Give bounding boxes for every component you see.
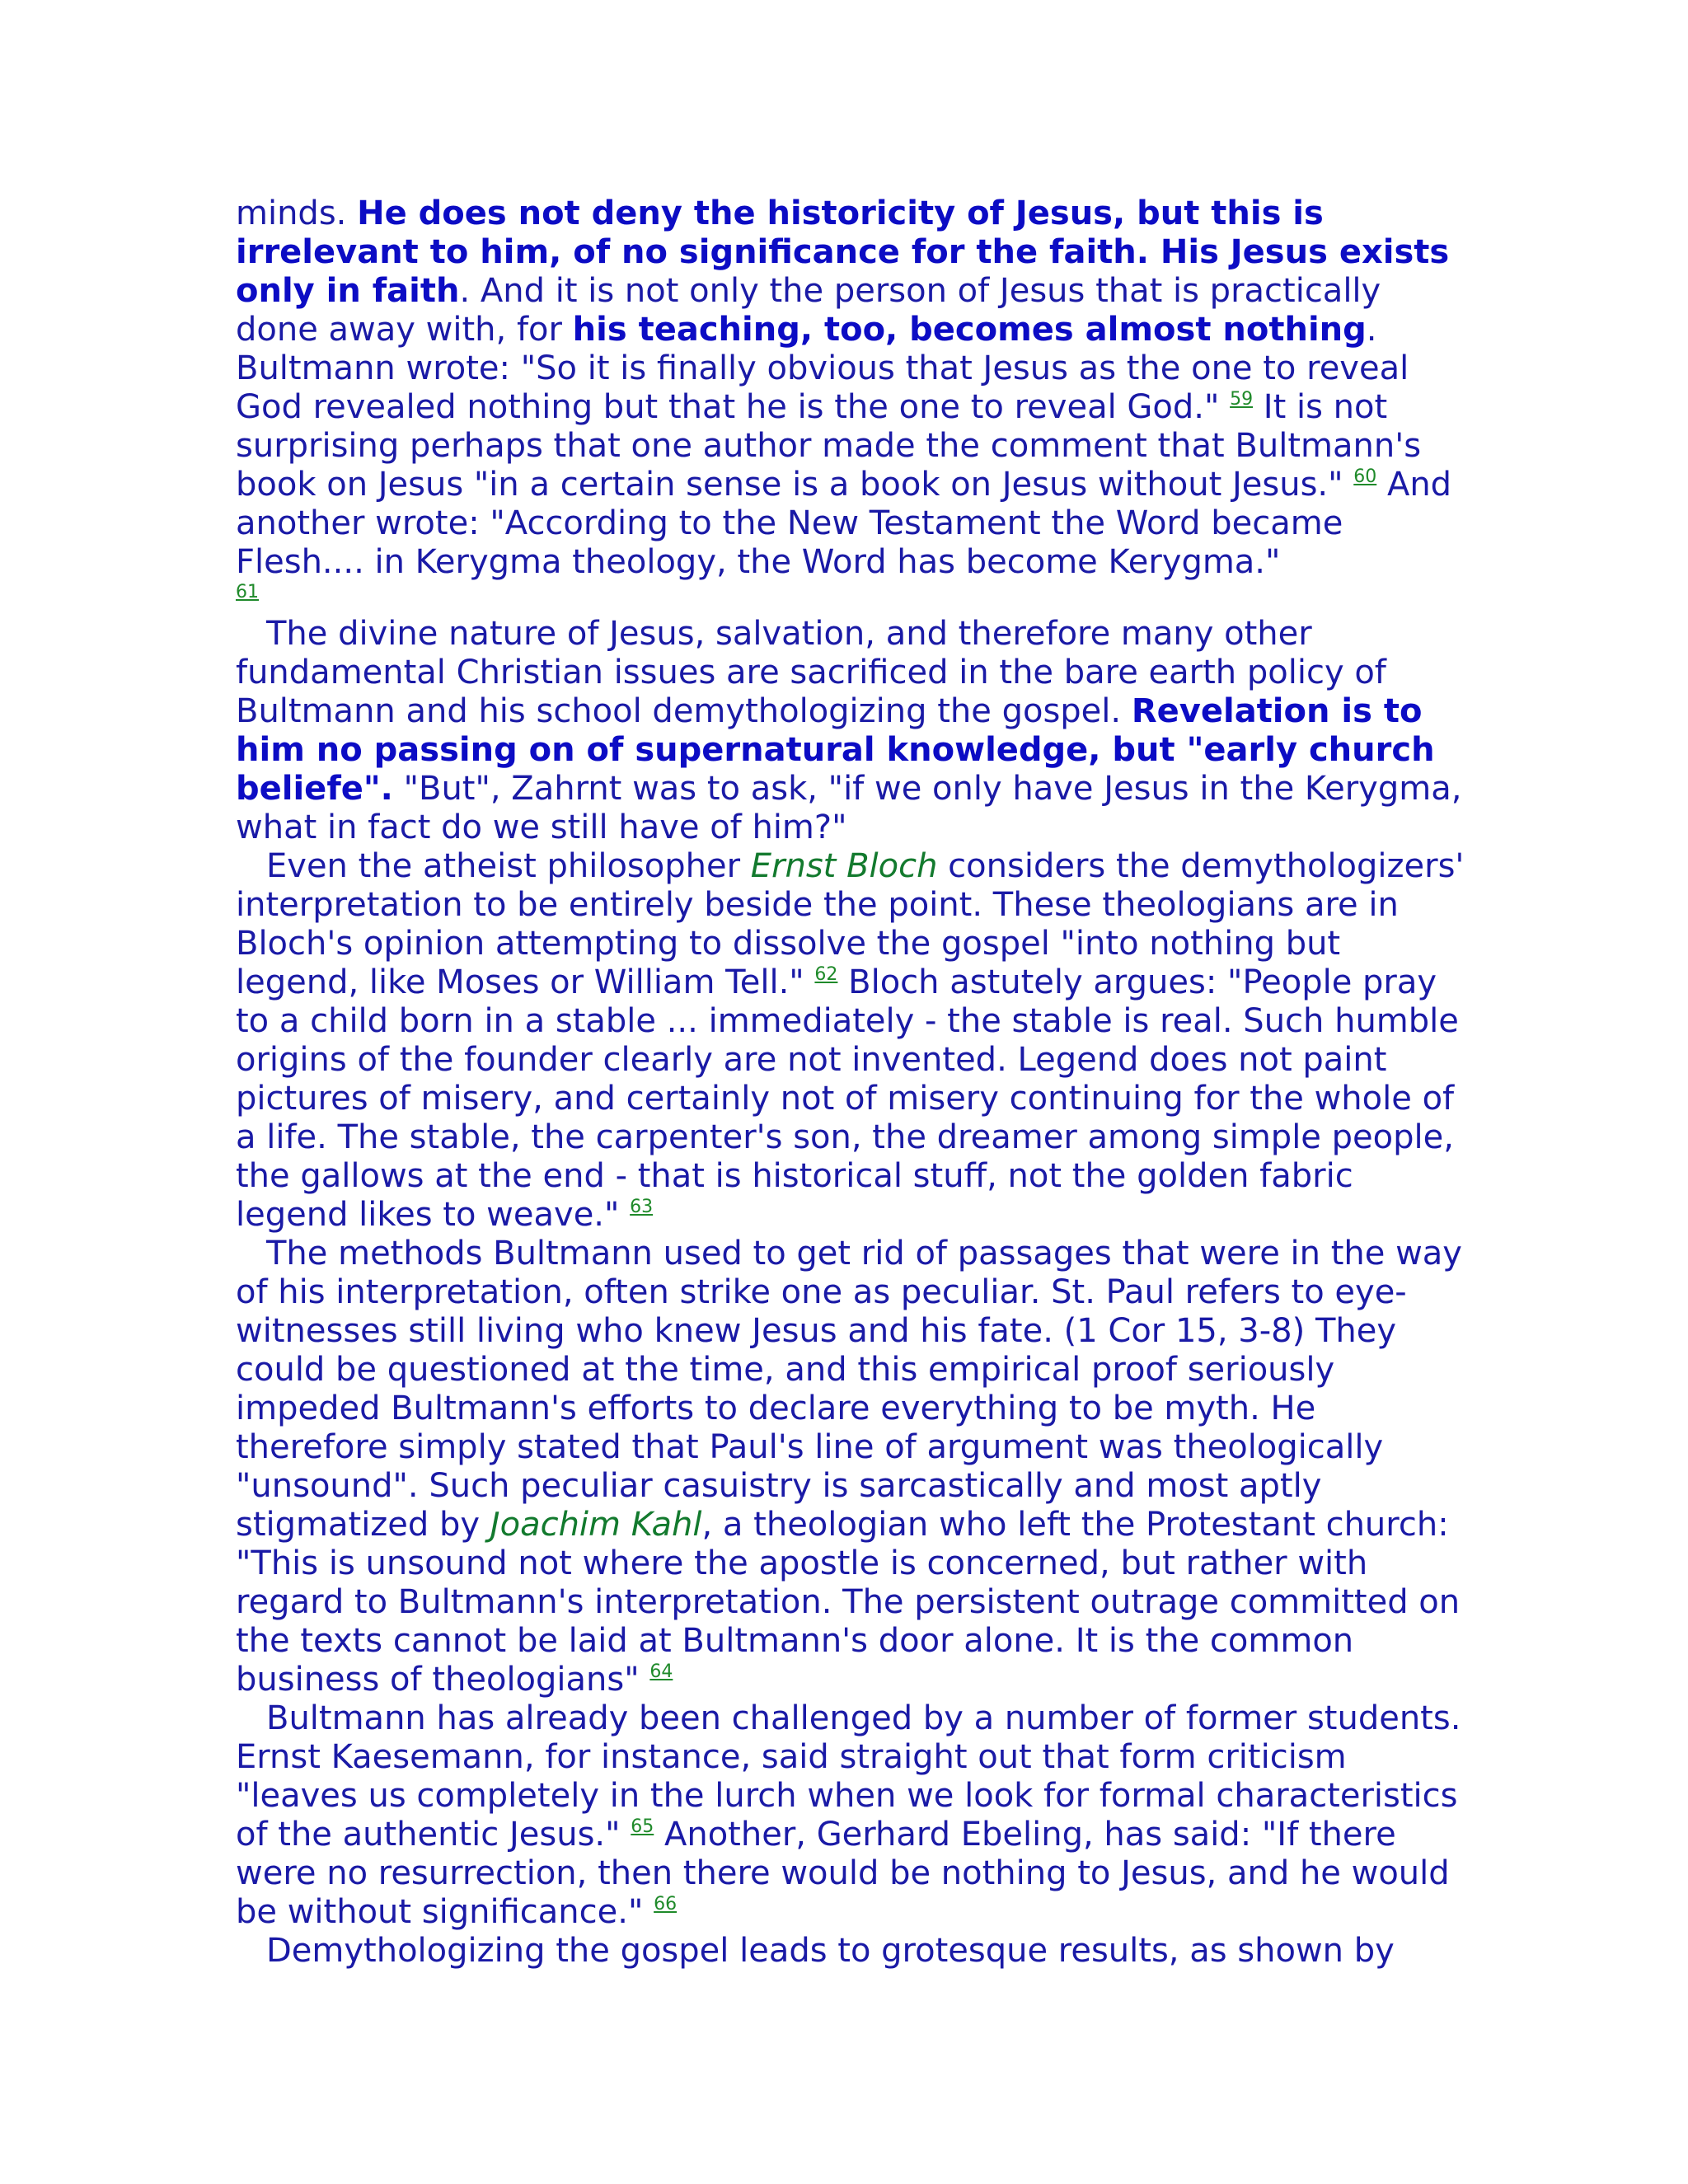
text: , a theologian who left the Protestant church: "This is unsound not where the apostle is concerned, but rather with regard to Bultmann's interpretation. The persistent outrage committed on the texts cannot be laid at Bultmann's door alone. It is the common business of theologians" — [236, 1506, 1461, 1699]
text: . And it is not only the person of Jesus that is practically done away with, for — [236, 272, 1381, 349]
footnote-link-61[interactable]: 61 — [236, 582, 259, 602]
paragraph-2 — [236, 615, 1472, 847]
text: Even the atheist philosopher — [266, 847, 751, 885]
text: The methods Bultmann used to get rid of passages that were in the way of his interpretation, often strike one as peculiar. St. Paul refers to eye-witnesses still living who knew Jesus and his fate. (1 Cor 15, 3-8) They could be questioned at the time, and this empirical proof seriously impeded Bultmann's efforts to declare everything to be myth. He therefore simply stated that Paul's line of argument was theologically "unsound". Such peculiar casuistry is sarcastically and most aptly stigmatized by — [236, 1235, 1462, 1544]
bold-text: He does not deny the historicity of Jesus, but this is irrelevant to him, of no significance for the faith. His Jesus exists only in faith — [236, 194, 1450, 310]
paragraph-5 — [236, 1699, 1472, 1932]
text: Bultmann has already been challenged by a number of former students. Ernst Kaesemann, for instance, said straight out that form criticism "leaves us completely in the lurch when we look for formal characteristics of the authentic Jesus." — [236, 1699, 1461, 1854]
footnote-link-63[interactable]: 63 — [630, 1197, 654, 1217]
paragraph-1 — [236, 194, 1472, 603]
paragraph-3 — [236, 847, 1472, 1235]
person-name: Ernst Bloch — [750, 847, 938, 885]
bold-text: Revelation is to him no passing on of supernatural knowledge, but "early church beliefe". — [236, 692, 1435, 808]
text: considers the demythologizers' interpretation to be entirely beside the point. These theologians are in Bloch's opinion attempting to dissolve the gospel "into nothing but legend, like Moses or William Tell." — [236, 847, 1465, 1001]
bold-text: his teaching, too, becomes almost nothing — [572, 311, 1367, 349]
footnote-link-66[interactable]: 66 — [654, 1894, 678, 1915]
footnote-link-62[interactable]: 62 — [814, 964, 838, 985]
paragraph-4 — [236, 1235, 1472, 1699]
text: It is not surprising perhaps that one author made the comment that Bultmann's book on Jesus "in a certain sense is a book on Jesus without Jesus." — [236, 388, 1422, 504]
footnote-link-64[interactable]: 64 — [649, 1661, 673, 1682]
text: "But", Zahrnt was to ask, "if we only have Jesus in the Kerygma, what in fact do we still have of him?" — [236, 770, 1462, 846]
text: Another, Gerhard Ebeling, has said: "If there were no resurrection, then there would be nothing to Jesus, and he would be without significance." — [236, 1816, 1450, 1931]
text: minds. — [236, 194, 358, 232]
text: . Bultmann wrote: "So it is finally obvious that Jesus as the one to reveal God revealed nothing but that he is the one to reveal God." — [236, 311, 1409, 426]
text: Demythologizing the gospel leads to grotesque results, as shown by — [266, 1932, 1395, 1970]
person-name: Joachim Kahl — [490, 1506, 702, 1544]
paragraph-6 — [236, 1932, 1472, 1971]
text: Bloch astutely argues: "People pray to a child born in a stable ... immediately - the stable is real. Such humble origins of the founder clearly are not invented. Legend does not paint pictures of misery, and certainly not of misery continuing for the whole of a life. The stable, the carpenter's son, the dreamer among simple people, the gallows at the end - that is historical stuff, not the golden fabric legend likes to weave." — [236, 963, 1459, 1234]
footnote-link-65[interactable]: 65 — [631, 1816, 654, 1837]
text: And another wrote: "According to the New Testament the Word became Flesh.... in Kerygma theology, the Word has become Kerygma." — [236, 466, 1452, 581]
footnote-link-60[interactable]: 60 — [1353, 466, 1377, 487]
document-page — [236, 194, 1472, 1971]
text: The divine nature of Jesus, salvation, and therefore many other fundamental Christian issues are sacrificed in the bare earth policy of Bultmann and his school demythologizing the gospel. — [236, 615, 1386, 730]
footnote-link-59[interactable]: 59 — [1230, 389, 1254, 410]
